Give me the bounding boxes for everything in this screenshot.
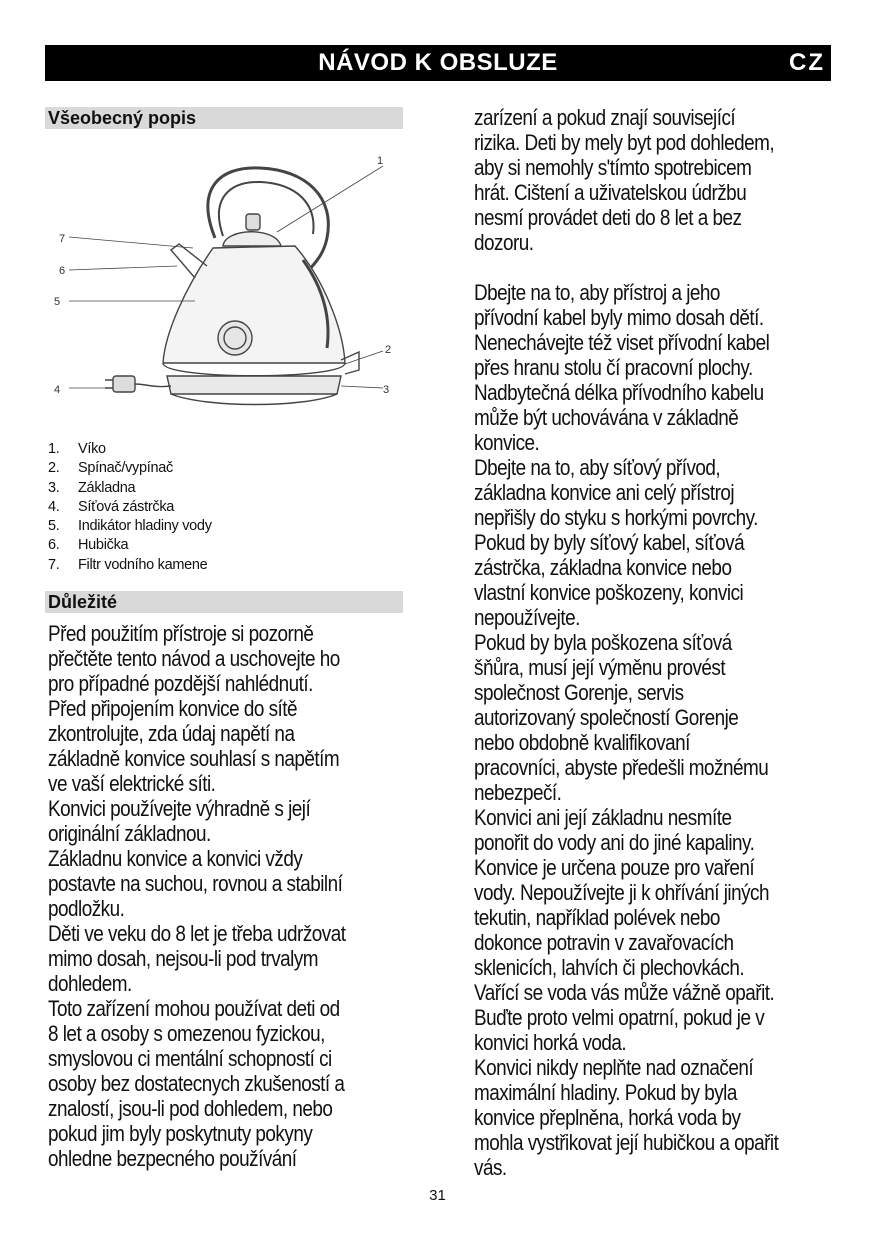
text-line: Před použitím přístroje si pozorně [48, 621, 314, 646]
text-line: sklenicích, lahvích či plechovkách. [474, 955, 745, 980]
callout-4: 4 [54, 384, 61, 396]
text-line: 8 let a osoby s omezenou fyzickou, [48, 1021, 325, 1046]
paragraph-child-safety [474, 105, 827, 255]
text-line: základna konvice ani celý přístroj [474, 480, 735, 505]
list-item: 2. Spínač/vypínač [48, 460, 173, 477]
text-line: zkontrolujte, zda údaj napětí na [48, 721, 295, 746]
list-item: 1. Víko [48, 441, 106, 457]
text-line: osoby bez dostatecnych zkušeností a [48, 1071, 345, 1096]
text-line: ponořit do vody ani do jiné kapaliny. [474, 830, 755, 855]
text-line: Toto zařízení mohou používat deti od [48, 996, 340, 1021]
text-line: konvice. [474, 430, 540, 455]
kettle-illustration [45, 148, 403, 430]
section-heading-general: Všeobecný popis [45, 107, 403, 129]
kettle-diagram [45, 148, 403, 430]
callout-5: 5 [54, 296, 61, 308]
text-line: společnost Gorenje, servis [474, 680, 684, 705]
callout-2: 2 [385, 344, 392, 356]
text-line: smyslovou ci mentální schopností ci [48, 1046, 332, 1071]
text-line: konvice přeplněna, horká voda by [474, 1105, 741, 1130]
text-line: Buďte proto velmi opatrní, pokud je v [474, 1005, 765, 1030]
text-line: Konvice je určena pouze pro vaření [474, 855, 755, 880]
text-line: základně konvice souhlasí s napětím [48, 746, 340, 771]
text-line: vás. [474, 1155, 507, 1180]
text-line: Konvici používejte výhradně s její [48, 796, 311, 821]
callout-1: 1 [377, 155, 384, 167]
text-line: přečtěte tento návod a uschovejte ho [48, 646, 340, 671]
text-line: mimo dosah, nejsou-li pod trvalym [48, 946, 319, 971]
text-line: ohledne bezpecného používání [48, 1146, 297, 1171]
page-number: 31 [429, 1187, 446, 1204]
text-line: dokonce potravin v zavařovacích [474, 930, 734, 955]
text-line: postavte na suchou, rovnou a stabilní [48, 871, 343, 896]
text-line: Základnu konvice a konvici vždy [48, 846, 303, 871]
text-line: Dbejte na to, aby přístroj a jeho [474, 280, 720, 305]
text-line: Pokud by byla poškozena síťová [474, 630, 732, 655]
text-line: ve vaší elektrické síti. [48, 771, 216, 796]
text-line: Vařící se voda vás může vážně opařit. [474, 980, 775, 1005]
text-line: šňůra, musí její výměnu provést [474, 655, 726, 680]
list-item: 4. Síťová zástrčka [48, 498, 175, 515]
list-item: 5. Indikátor hladiny vody [48, 518, 212, 535]
language-code: CZ [789, 49, 825, 76]
callout-3: 3 [383, 384, 390, 396]
text-line: hrát. Cištení a uživatelskou údržbu [474, 180, 747, 205]
text-line: aby si nemohly s'tímto spotrebicem [474, 155, 752, 180]
text-line: přívodní kabel byly mimo dosah dětí. [474, 305, 764, 330]
text-line: nepoužívejte. [474, 605, 580, 630]
list-item: 3. Základna [48, 479, 136, 496]
text-line: dozoru. [474, 230, 534, 255]
important-text-left [48, 621, 392, 1171]
callout-6: 6 [59, 265, 66, 277]
text-line: zástrčka, základna konvice nebo [474, 555, 732, 580]
callout-7: 7 [59, 233, 66, 245]
text-line: Konvici nikdy neplňte nad označení [474, 1055, 754, 1080]
text-line: tekutin, například polévek nebo [474, 905, 720, 930]
text-line: Nenechávejte též viset přívodní kabel [474, 330, 770, 355]
text-line: vody. Nepoužívejte ji k ohřívání jiných [474, 880, 770, 905]
text-line: originální základnou. [48, 821, 211, 846]
text-line: nepřišly do styku s horkými povrchy. [474, 505, 758, 530]
text-line: přes hranu stolu čí pracovní plochy. [474, 355, 753, 380]
important-text-right [474, 105, 827, 1180]
text-line: podložku. [48, 896, 125, 921]
text-line: znalostí, jsou-li pod dohledem, nebo [48, 1096, 333, 1121]
parts-list [48, 440, 212, 575]
text-line: mohla vystřikovat její hubičkou a opařit [474, 1130, 779, 1155]
text-line: pro případné pozdější nahlédnutí. [48, 671, 313, 696]
text-line: Pokud by byly síťový kabel, síťová [474, 530, 745, 555]
text-line: nebezpečí. [474, 780, 562, 805]
section-heading-important: Důležité [45, 591, 403, 613]
text-line: pracovníci, abyste předešli možnému [474, 755, 769, 780]
text-line: vlastní konvice poškozeny, konvici [474, 580, 744, 605]
text-line: rizika. Deti by mely byt pod dohledem, [474, 130, 775, 155]
text-line: maximální hladiny. Pokud by byla [474, 1080, 737, 1105]
text-line: Nadbytečná délka přívodního kabelu [474, 380, 764, 405]
list-item: 6. Hubička [48, 537, 129, 554]
text-line: nebo obdobně kvalifikovaní [474, 730, 690, 755]
text-line: autorizovaný společností Gorenje [474, 705, 739, 730]
paragraph-cable-safety [474, 280, 827, 1180]
text-line: Děti ve veku do 8 let je třeba udržovat [48, 921, 346, 946]
text-line: konvici horká voda. [474, 1030, 627, 1055]
list-item: 7. Filtr vodního kamene [48, 556, 208, 573]
text-line: Dbejte na to, aby síťový přívod, [474, 455, 721, 480]
text-line: Před připojením konvice do sítě [48, 696, 298, 721]
page-title: NÁVOD K OBSLUZE [318, 49, 558, 76]
text-line: nesmí provádet deti do 8 let a bez [474, 205, 742, 230]
text-line: může být uchovávána v základně [474, 405, 739, 430]
text-line: Konvici ani její základnu nesmíte [474, 805, 732, 830]
text-line: dohledem. [48, 971, 132, 996]
text-line: pokud jim byly poskytnuty pokyny [48, 1121, 313, 1146]
text-line: zarízení a pokud znají související [474, 105, 736, 130]
header-bar [45, 45, 831, 81]
